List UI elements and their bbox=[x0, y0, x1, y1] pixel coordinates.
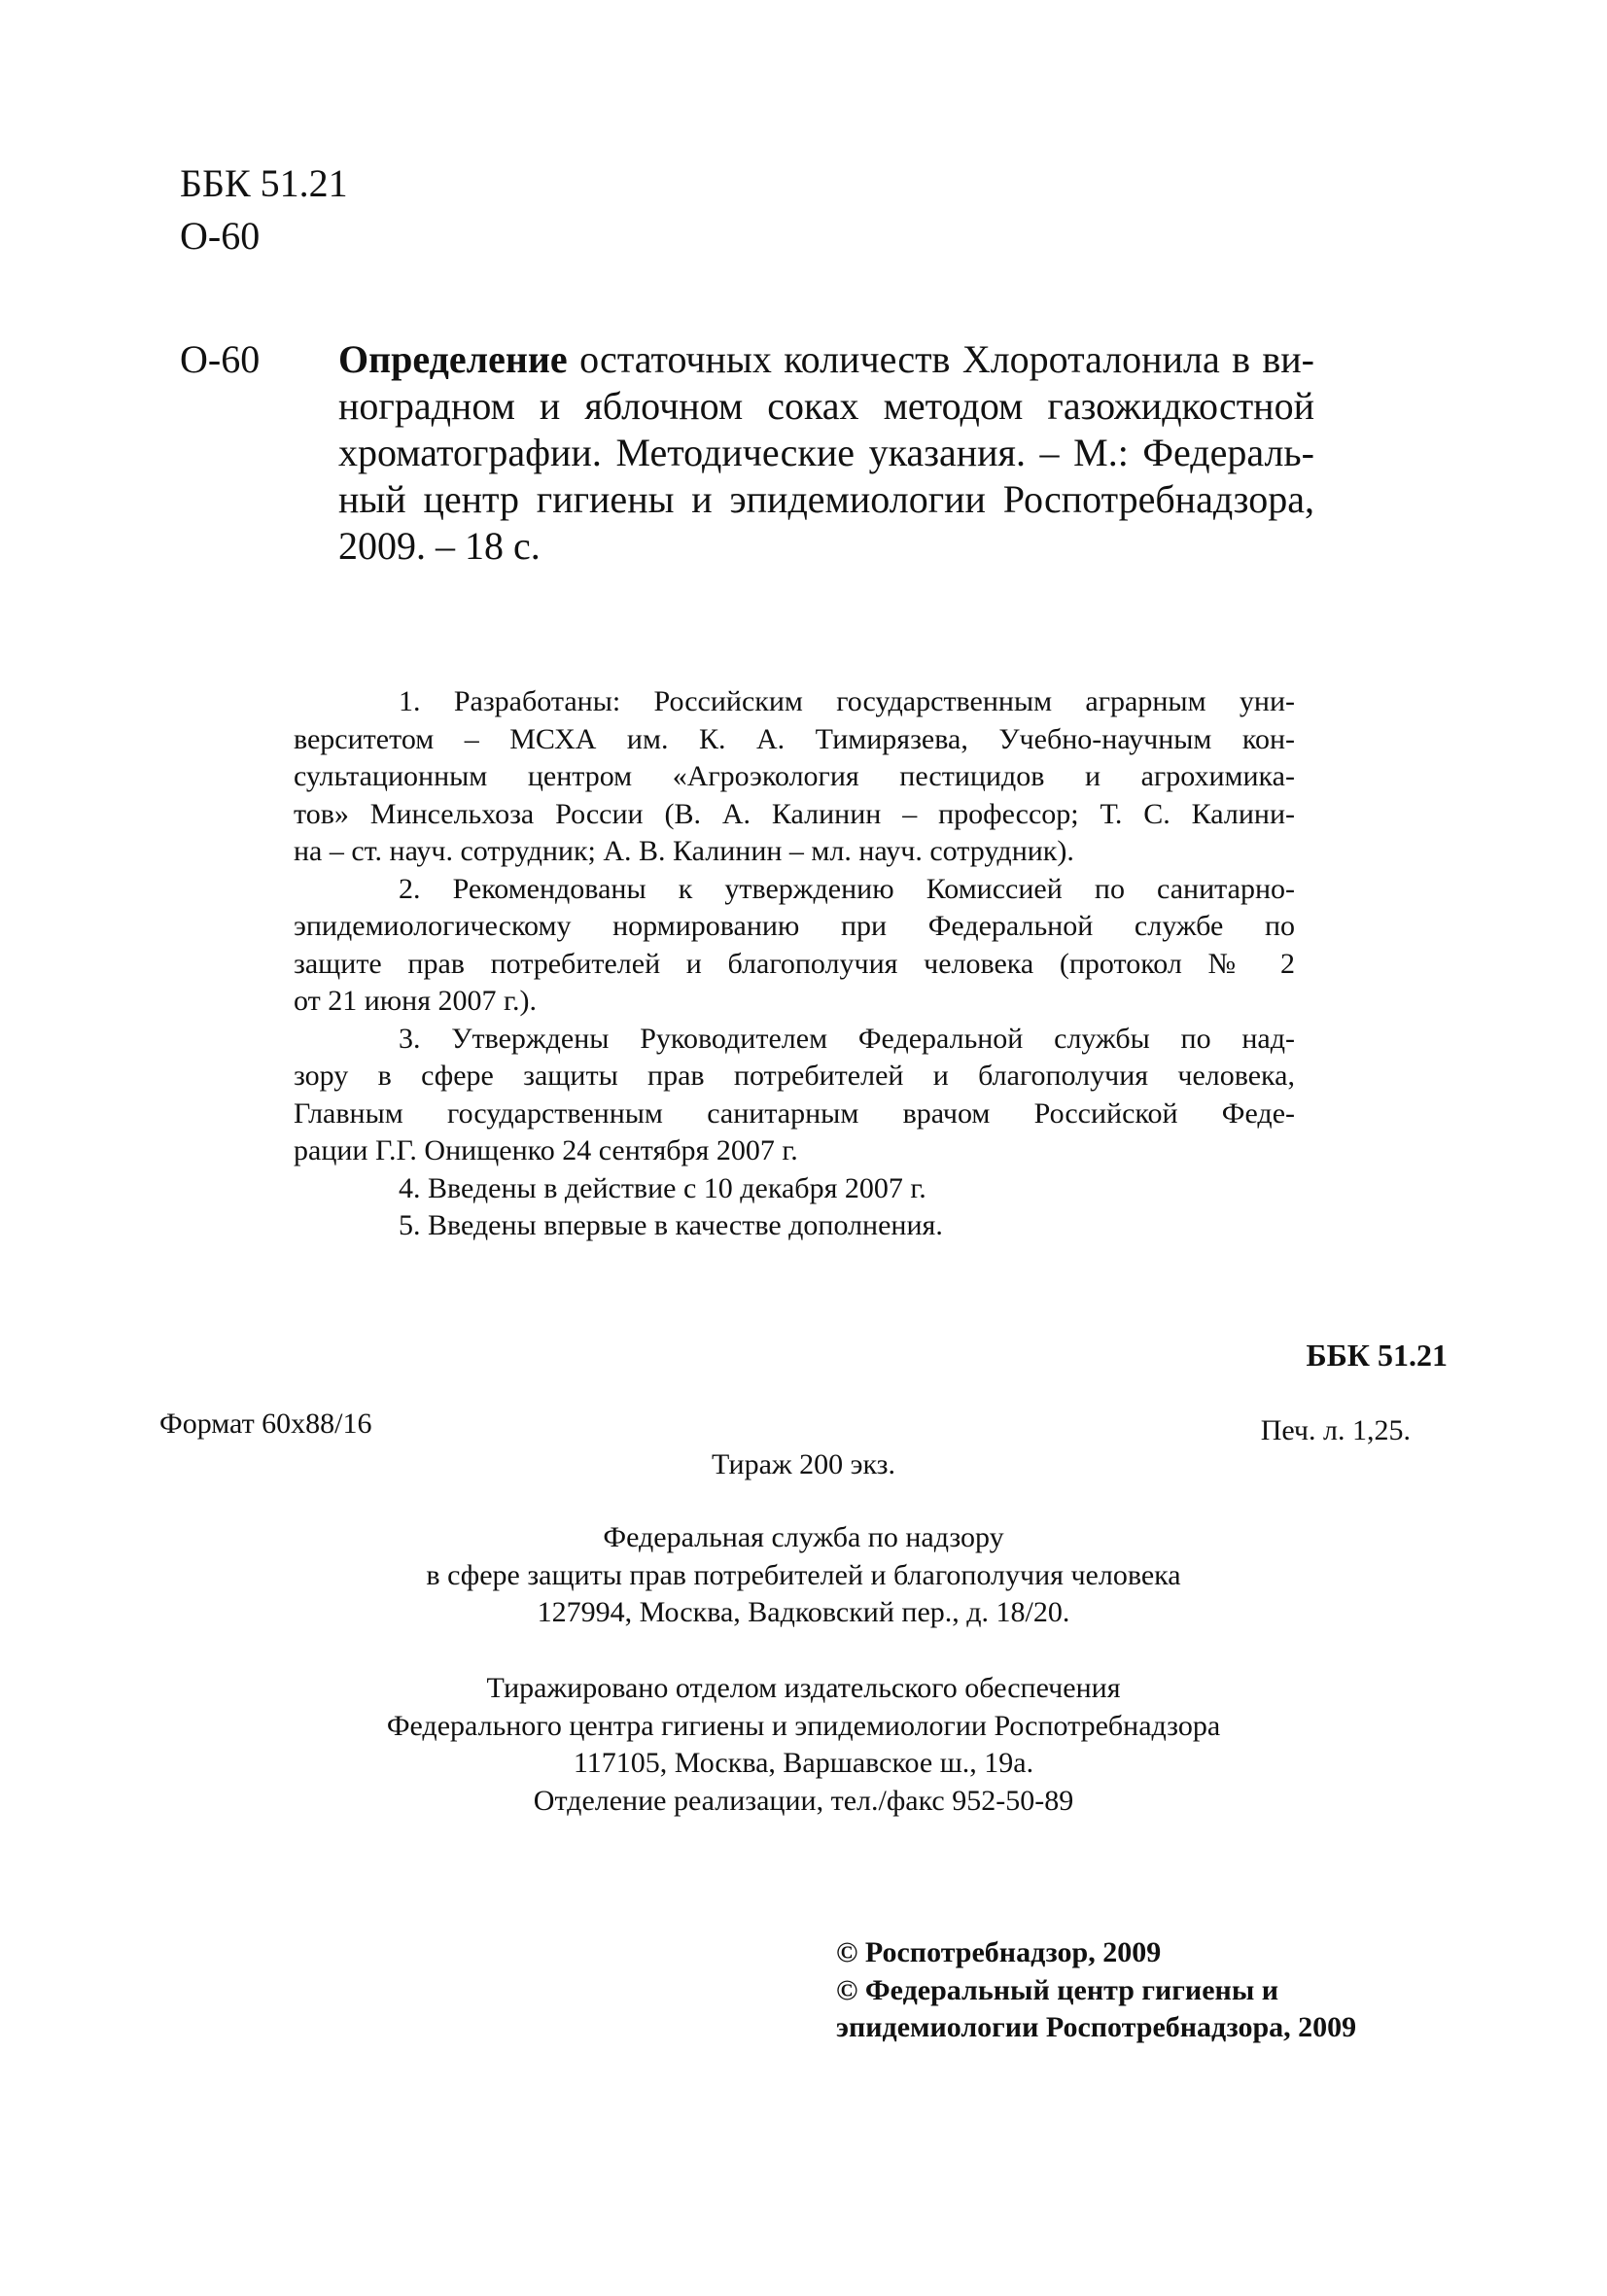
note-line: сультационным центром «Агроэкология пестицидов и агрохимика- bbox=[294, 760, 1295, 792]
copyright-line: © Роспотребнадзор, 2009 bbox=[836, 1936, 1162, 1968]
note-line: верситетом – МСХА им. К. А. Тимирязева, Учебно-научным кон- bbox=[294, 722, 1295, 755]
note-line: 3. Утверждены Руководителем Федеральной службы по над- bbox=[399, 1022, 1295, 1055]
note-line: тов» Минсельхоза России (В. А. Калинин – профессор; Т. С. Калини- bbox=[294, 797, 1295, 830]
title-bold-word: Определение bbox=[338, 337, 568, 381]
copyright-line: © Федеральный центр гигиены и bbox=[836, 1973, 1279, 2006]
header-block bbox=[180, 157, 348, 262]
imprint-bbk: ББК 51.21 bbox=[1306, 1338, 1448, 1373]
note-line: 4. Введены в действие с 10 декабря 2007 г. bbox=[399, 1171, 926, 1204]
printer-line: Тиражировано отделом издательского обеспечения bbox=[486, 1672, 1121, 1704]
note-line: эпидемиологическому нормированию при Федеральной службе по bbox=[294, 910, 1295, 942]
printer-line: Отделение реализации, тел./факс 952-50-89 bbox=[533, 1784, 1074, 1817]
note-line: от 21 июня 2007 г.). bbox=[294, 985, 537, 1017]
bbk-code: ББК 51.21 bbox=[180, 161, 348, 205]
note-line: 2. Рекомендованы к утверждению Комиссией по санитарно- bbox=[399, 872, 1295, 905]
title-line: 2009. – 18 с. bbox=[338, 524, 541, 568]
printer-line: Федерального центра гигиены и эпидемиологии Роспотребнадзора bbox=[386, 1709, 1221, 1742]
note-line: рации Г.Г. Онищенко 24 сентября 2007 г. bbox=[294, 1134, 798, 1166]
publisher-line: в сфере защиты прав потребителей и благополучия человека bbox=[426, 1558, 1181, 1591]
publisher-line: 127994, Москва, Вадковский пер., д. 18/20. bbox=[537, 1596, 1070, 1628]
publisher-line: Федеральная служба по надзору bbox=[603, 1521, 1004, 1553]
imprint-format: Формат 60х88/16 bbox=[159, 1408, 372, 1440]
copyright-block bbox=[836, 1934, 1356, 2047]
note-line: зору в сфере защиты прав потребителей и благополучия человека, bbox=[294, 1060, 1295, 1092]
imprint-tirazh: Тираж 200 экз. bbox=[711, 1448, 896, 1480]
title-line: ноградном и яблочном соках методом газожидкостной bbox=[338, 384, 1314, 428]
note-line: защите прав потребителей и благополучия человека (протокол № 2 bbox=[294, 947, 1295, 980]
author-code: О-60 bbox=[180, 214, 261, 258]
publisher-block bbox=[0, 1519, 1607, 1632]
title-line: хроматографии. Методические указания. – М.: Федераль- bbox=[338, 431, 1314, 474]
note-line: Главным государственным санитарным врачом Российской Феде- bbox=[294, 1096, 1295, 1130]
title-line: ный центр гигиены и эпидемиологии Роспотребнадзора, bbox=[338, 477, 1314, 521]
note-line: 5. Введены впервые в качестве дополнения. bbox=[399, 1209, 943, 1241]
note-line: на – ст. науч. сотрудник; А. В. Калинин – мл. науч. сотрудник). bbox=[294, 835, 1074, 867]
printer-line: 117105, Москва, Варшавское ш., 19а. bbox=[573, 1747, 1034, 1779]
notes-block bbox=[294, 683, 1295, 1245]
note-line: 1. Разработаны: Российским государственным аграрным уни- bbox=[399, 685, 1295, 717]
title-index: О-60 bbox=[180, 337, 261, 381]
title-line: Определение остаточных количеств Хлороталонила в ви- bbox=[338, 337, 1314, 381]
printer-block bbox=[0, 1670, 1607, 1820]
imprint-pech: Печ. л. 1,25. bbox=[1260, 1414, 1411, 1446]
title-block bbox=[338, 336, 1314, 570]
copyright-line: эпидемиологии Роспотребнадзора, 2009 bbox=[836, 2011, 1357, 2043]
